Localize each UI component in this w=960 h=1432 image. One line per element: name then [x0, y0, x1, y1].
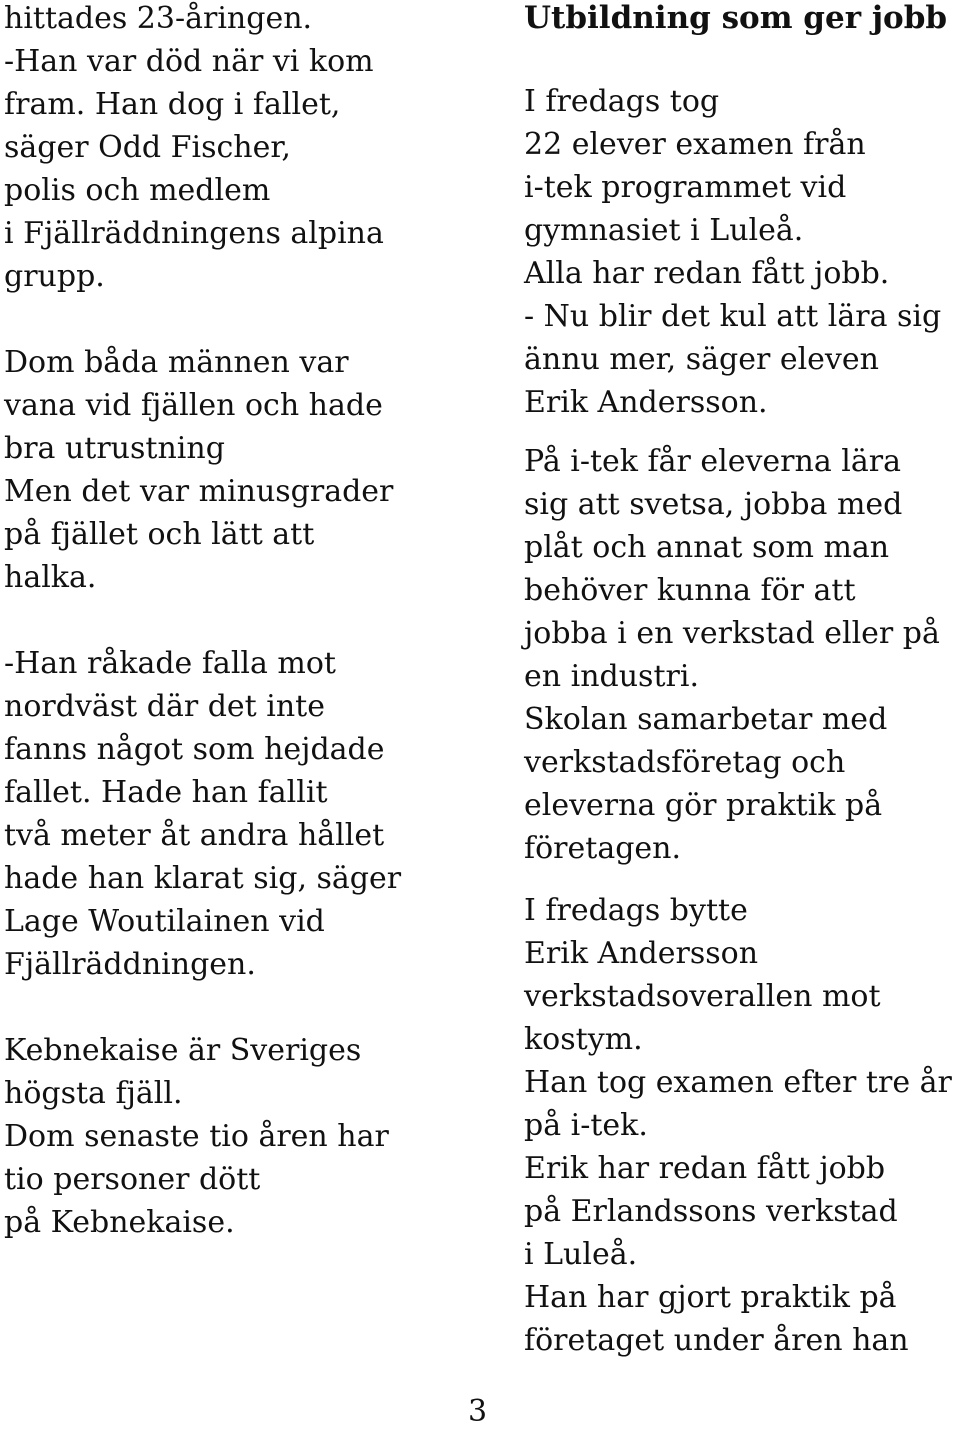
text-line: företagen.	[524, 831, 682, 866]
text-line: På i-tek får eleverna lära	[524, 444, 901, 479]
text-line: I fredags bytte	[524, 893, 748, 928]
text-line: verkstadsföretag och	[524, 745, 846, 780]
text-line: bra utrustning	[4, 431, 225, 466]
text-line: på Erlandssons verkstad	[524, 1194, 898, 1229]
text-line: -Han råkade falla mot	[4, 646, 336, 681]
left-column	[4, 0, 474, 1244]
text-line: Kebnekaise är Sveriges	[4, 1033, 362, 1068]
text-line: i-tek programmet vid	[524, 170, 847, 205]
text-line: sig att svetsa, jobba med	[524, 487, 903, 522]
text-line: nordväst där det inte	[4, 689, 325, 724]
text-line: eleverna gör praktik på	[524, 788, 883, 823]
text-line: två meter åt andra hållet	[4, 818, 385, 853]
text-line: behöver kunna för att	[524, 573, 856, 608]
text-line: kostym.	[524, 1022, 643, 1057]
text-line: gymnasiet i Luleå.	[524, 213, 804, 248]
right-column	[524, 0, 960, 1362]
text-line: verkstadsoverallen mot	[524, 979, 881, 1014]
text-line: fallet. Hade han fallit	[4, 775, 328, 810]
text-line: på fjället och lätt att	[4, 517, 315, 552]
text-line: Han tog examen efter tre år	[524, 1065, 952, 1100]
text-line: Alla har redan fått jobb.	[524, 256, 890, 291]
text-line: Erik Andersson	[524, 936, 759, 971]
text-line: i Fjällräddningens alpina	[4, 216, 384, 251]
article-headline: Utbildning som ger jobb	[524, 0, 948, 36]
text-line: I fredags tog	[524, 84, 720, 119]
text-line: på Kebnekaise.	[4, 1205, 235, 1240]
text-line: polis och medlem	[4, 173, 271, 208]
text-line: jobba i en verkstad eller på	[524, 616, 940, 651]
text-line: Erik har redan fått jobb	[524, 1151, 886, 1186]
text-line: hittades 23-åringen.	[4, 1, 313, 36]
text-line: Skolan samarbetar med	[524, 702, 888, 737]
text-line: Han har gjort praktik på	[524, 1280, 897, 1315]
text-line: Men det var minusgrader	[4, 474, 394, 509]
text-line: ännu mer, säger eleven	[524, 342, 879, 377]
text-line: Lage Woutilainen vid	[4, 904, 325, 939]
text-line: säger Odd Fischer,	[4, 130, 291, 165]
text-line: företaget under åren han	[524, 1323, 909, 1358]
text-line: Dom båda männen var	[4, 345, 349, 380]
paragraph-left-1	[4, 0, 474, 298]
text-line: en industri.	[524, 659, 699, 694]
text-line: fram. Han dog i fallet,	[4, 87, 341, 122]
text-line: högsta fjäll.	[4, 1076, 183, 1111]
text-line: fanns något som hejdade	[4, 732, 385, 767]
text-line: Erik Andersson.	[524, 385, 768, 420]
paragraph-left-2	[4, 341, 474, 599]
paragraph-left-3	[4, 642, 474, 986]
text-line: vana vid fjällen och hade	[4, 388, 383, 423]
text-line: på i-tek.	[524, 1108, 648, 1143]
paragraph-right-2	[524, 440, 960, 870]
text-line: tio personer dött	[4, 1162, 261, 1197]
text-line: halka.	[4, 560, 97, 595]
text-line: Fjällräddningen.	[4, 947, 256, 982]
page-number: 3	[468, 1394, 488, 1429]
text-line: -Han var död när vi kom	[4, 44, 374, 79]
paragraph-left-4	[4, 1029, 474, 1244]
paragraph-right-3	[524, 889, 960, 1362]
text-line: Dom senaste tio åren har	[4, 1119, 389, 1154]
paragraph-right-1	[524, 80, 960, 424]
text-line: 22 elever examen från	[524, 127, 866, 162]
text-line: i Luleå.	[524, 1237, 638, 1272]
text-line: - Nu blir det kul att lära sig	[524, 299, 942, 334]
text-line: grupp.	[4, 259, 105, 294]
text-line: plåt och annat som man	[524, 530, 890, 565]
text-line: hade han klarat sig, säger	[4, 861, 402, 896]
